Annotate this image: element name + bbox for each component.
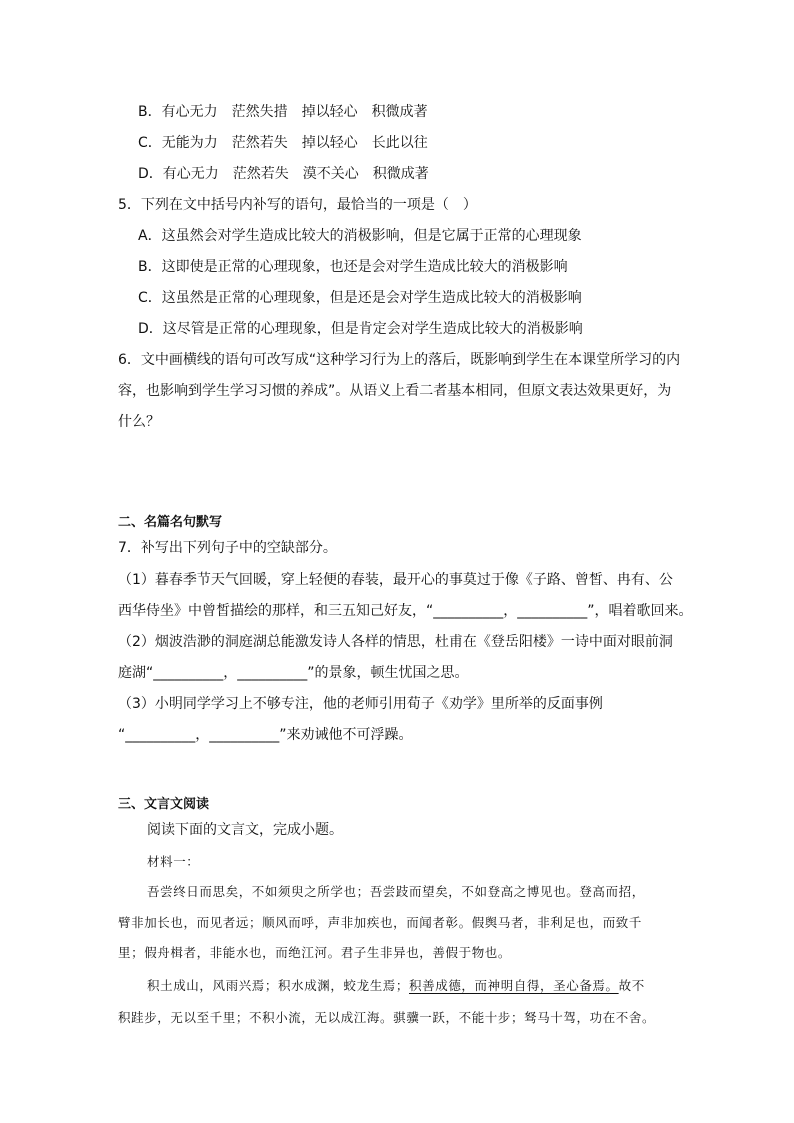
q7-item3-line2: “__________，__________”来劝诫他不可浮躁。 [118,727,413,743]
q5-option-c: C．这虽然是正常的心理现象，但是还是会对学生造成比较大的消极影响 [138,290,582,306]
q5-option-a: A．这虽然会对学生造成比较大的消极影响，但是它属于正常的心理现象 [138,228,582,244]
q4-option-d: D．有心无力 茫然若失 漠不关心 积微成著 [138,166,429,182]
section2-heading: 二、名篇名句默写 [118,515,223,530]
q4-option-b: B．有心无力 茫然失措 掉以轻心 积微成著 [138,104,428,120]
q7-item3-line1: （3）小明同学学习上不够专注，他的老师引用荀子《劝学》里所举的反面事例 [118,696,603,712]
q7-item1-line1: （1）暮春季节天气回暖，穿上轻便的春装，最开心的事莫过于像《子路、曾皙、冉有、公 [118,572,673,588]
passage-line-3: 里；假舟楫者，非能水也，而绝江河。君子生非异也，善假于物也。 [118,945,512,960]
passage-line-4-start: 积土成山，风雨兴焉；积水成渊，蛟龙生焉； [147,978,410,993]
passage-line-4-end: 故不 [618,978,645,993]
q7-stem: 7．补写出下列句子中的空缺部分。 [118,540,337,556]
passage-line-5: 积跬步，无以至千里；不积小流，无以成江海。骐骥一跃，不能十步；驽马十驾，功在不舍。 [118,1010,656,1025]
passage-line-4 [147,976,645,996]
q4-option-c: C．无能为力 茫然若失 掉以轻心 长此以往 [138,135,428,151]
q5-option-d: D．这尽管是正常的心理现象，但是肯定会对学生造成比较大的消极影响 [138,321,583,337]
section3-intro: 阅读下面的文言文，完成小题。 [147,822,343,838]
q7-item1-line2: 西华侍坐》中曾皙描绘的那样，和三五知己好友，“__________，__________”，唱着歌回来。 [118,603,693,619]
q6-line-1: 6．文中画横线的语句可改写成“这种学习行为上的落后，既影响到学生在本课堂所学习的内 [118,352,681,368]
underlined-sentence: 积善成德，而神明自得，圣心备焉。 [409,978,619,993]
passage-line-1: 吾尝终日而思矣，不如须臾之所学也；吾尝跂而望矣，不如登高之博见也。登高而招， [147,884,645,899]
passage-line-2: 臂非加长也，而见者远；顺风而呼，声非加疾也，而闻者彰。假舆马者，非利足也，而致千 [118,915,643,930]
q7-item2-line1: （2）烟波浩渺的洞庭湖总能激发诗人各样的情思，杜甫在《登岳阳楼》一诗中面对眼前洞 [118,634,673,650]
section3-heading: 三、文言文阅读 [118,797,210,812]
q7-item2-line2: 庭湖“__________，__________”的景象，顿生忧国之思。 [118,665,469,681]
q6-line-3: 什么？ [118,414,160,430]
material-label: 材料一： [147,854,200,869]
q5-stem: 5．下列在文中括号内补写的语句，最恰当的一项是（ ） [118,197,477,213]
q6-line-2: 容，也影响到学生学习习惯的养成”。从语义上看二者基本相同，但原文表达效果更好，为 [118,383,672,399]
q5-option-b: B．这即使是正常的心理现象，也还是会对学生造成比较大的消极影响 [138,259,568,275]
